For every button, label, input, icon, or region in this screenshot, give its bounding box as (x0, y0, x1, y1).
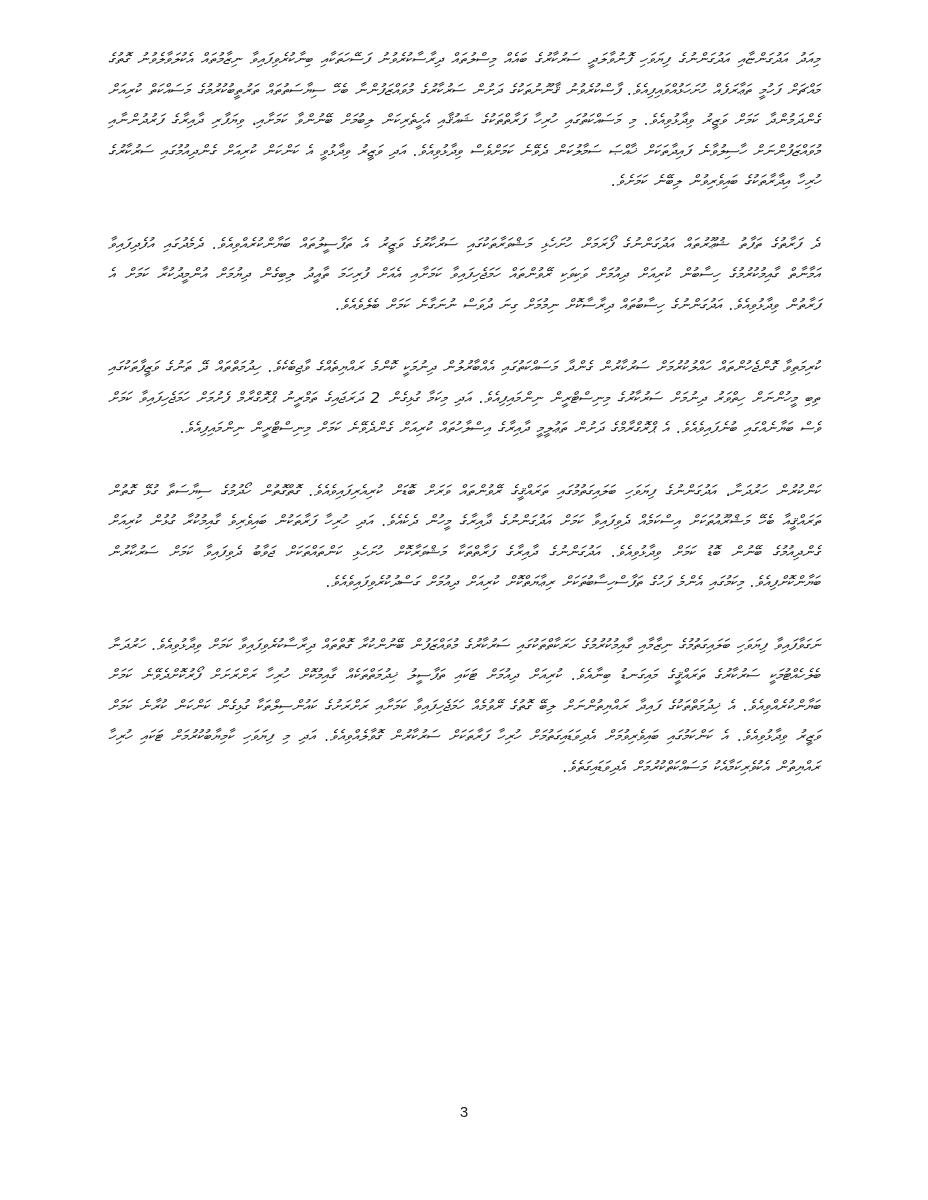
document-body (108, 44, 820, 814)
paragraph-2: ދެ ފަރާތުގެ ތަފާތު ޝުޢޫރުތައް އަދުގަންނުގެ ފޯރަމަށް ހުށަހެޅި މަޝްވަރާތަކުގައި ސަރުކާރުގެ ވަޒީރު އެ ތަފާސީލުތައް ބަޔާންކުރެއްވިއެވެ. ދެމެދުގައި އުފެދިފައިވާ އަމާނާތް ގާއިމުކުރުމުގެ ހިސާބުން ކުރިއަށް ދިއުމަށް ވަކިވަކި ރޭވުންތައް ހަމަޖެހިފައިވާ ކަމަށާއި އެއަށް ފުރިހަމަ ތާއީދު ލިބިގެން ދިޔުމަށް އުންމީދުކުރާ ކަމަށް އެ ފަރާތުން ވިދާޅުވިއެވެ. އަދުގަންނުގެ ހިސާބުތައް ދިރާސާކޮށް ނިމުމަށް ގިނަ ދުވަސް ނުނަގާނެ ކަމަށް ބެލެވެއެވެ. (108, 234, 820, 314)
paragraph-5: ނަގަވާފައިވާ ފިޔަވަހި ބަލައިގަތުމުގެ ނިޒާމާއި ގާއިމުކުރުމުގެ ހަރަކާތްތަކުގައި ސަރުކާރުގެ މުވައްޒަފުން ބޭނުންކުރާ ގޮތްތައް ދިރާސާކުރެވިފައިވާ ކަމަށް ވިދާޅުވިއެވެ. ހަރުދަނާ ބެލެހެއްޓުމަކީ ސަރުކާރުގެ ތަރައްޤީގެ މައިގަނޑު ބިނާއެވެ. ކުރިއަށް ދިއުމަށް ޓަކައި ތަފާސީލު ޚިދުމަތްތަކެއް ގާއިމުކޮށް ހުރިހާ ރަށްރަށަށް ފޯރުކޮށްދެވޭނެ ކަމަށް ބަޔާންކުރެއްވިއެވެ. އެ ޚިދުމަތްތަކުގެ ފައިދާ ރައްޔިތުންނަށް ލިބޭ ގޮތުގެ ރޭވުމެއް ހަމަޖެހިފައިވާ ކަމަށާއި ރަށްރަށުގެ ކައުންސިލްތަކާ ގުޅިގެން ކަންކަން ކުރާނެ ކަމަށް ވަޒީރު ވިދާޅުވިއެވެ. އެ ކަންކަމުގައި ބައިވެރިވުމަށް އެދިވަޑައިގަތުމަށް ހުރިހާ ފަރާތަކަށް ސަރުކާރުން ގޮވާލެއްވިއެވެ. އަދި މި ފިޔަވަހި ކާމިޔާބުކުރުމަށް ޓަކައި ހުރިހާ ރައްޔިތުން އެކުވެރިކަމާއެކު މަސައްކަތްކުރުމަށް އެދިވަޑައިގަތެވެ. (108, 635, 820, 776)
paragraph-3: ކުރިމަތިވާ ގޮންޖެހުންތައް ހައްލުކުރުމަށް ސަރުކާރުން ގެންދާ މަސައްކަތުގައި އެއްބާރުލުން ދިނުމަކީ ކޮންމެ ރައްޔިތެއްގެ ވާޖިބެކެވެ. ހިދުމަތްތައް ދޭ ތަނުގެ ވަޒީފާތަކުގައި ތިބި މީހުންނަށް ހިތްވަރު ދިނުމަށް ސަރުކާރުގެ މިނިސްޓްރީން ނިންމައިފިއެވެ. އަދި މިކަމާ ގުޅިގެން 2 ދަރަޖައިގެ ތަމްރީނު ޕްރޮގްރާމް ފެށުމަށް ހަމަޖެހިފައިވާ ކަމަށް ވެސް ބަޔާނެއްގައި ބުނެފައިވެއެވެ. އެ ޕްރޮގްރާމްގެ ދަށުން ތަޢުލީމީ ދާއިރާގެ އިސްލާހުތައް ކުރިއަށް ގެންދެވޭނެ ކަމަށް މިނިސްޓްރީން ނިންމައިފިއެވެ. (108, 358, 820, 437)
page-number: 3 (459, 1104, 469, 1121)
paragraph-1: މިއަދު އަދުގަންޏާއި އަދުގަންނުގެ ފިޔަވަހި ފޮނުވާލަދީ ސަރުކާރުގެ ބައެއް މިސްލުތައް ދިރާސާކުރެވުނު ފަސޭހަތަކާއި ބިނާކުރެވިފައިވާ ނިޒާމުތައް އެކުލަވާލެވުނު ގޮތުގެ މައްޗަށް ފަހުމީ ތަޢާރަފެއް ހުށަހަޅުއްވައިފިއެވެ. ފާސްކުރެވުނު ޤާނޫނުތަކުގެ ދަށުން ސަރުކާރުގެ މުވައްޒަފުންނާ ބެހޭ ސިޔާސަތުތައް ތަރުތީބުކުރުމުގެ މަސައްކަތް ކުރިއަށް ގެންދަމުންދާ ކަމަށް ވަޒީރު ވިދާޅުވިއެވެ. މި މަސައްކަތުގައި ހުރިހާ ފަރާތްތަކުގެ ޝައުޤާއި އެހީތެރިކަން ލިބުމަށް ބޭނުންވާ ކަމަށާއި، ވިޔަފާރި ދާއިރާގެ ފަރުދުންނާއި މުވައްޒަފުންނަށް ހާސިލުވާނެ ފައިދާތަކަށް ޚާއްޞަ ސަމާލުކަން ދެވޭނެ ކަމަށްވެސް ވިދާޅުވިއެވެ. އަދި ވަޒީރު ވިދާޅުވީ އެ ކަންކަން ކުރިއަށް ގެންދިއުމުގައި ސަރުކާރުގެ ހުރިހާ އިދާރާތަކުގެ ބައިވެރިވުން ލިބޭނެ ކަމަށެވެ. (108, 50, 820, 190)
paragraph-4: ކަންކުރުން ހަރުދަނާ، އަދުގަންނުގެ ފިޔަވަހި ބަލައިގަތުމުގައި ތަރައްޤީގެ ރޭވުންތައް ވަރަށް ބޮޑަށް ކުރިއެރިފައިވެއެވެ. ގޮތްގޮތުން ހޯދުމުގެ ސިޔާސަތާ ގުޅޭ ގޮތުން ތަރައްޤީއާ ބެހޭ މަޝްރޫއުތަކަށް އިސްކަމެއް ދެވިފައިވާ ކަމަށް އަދުގަންނުގެ ދާއިރާގެ މީހުން ދެކެއެވެ. އަދި ހުރިހާ ފަރާތަކުން ބައިވެރިވެ ގާއިމުކުރާ ގުޅުން ކުރިއަށް ގެންދިއުމުގެ ބޭނުން ބޮޑު ކަމަށް ވިދާޅުވިއެވެ. އަދުގަންނުގެ ދާއިރާގެ ފަރާތްތަކާ މަޝްވަރާކޮށް ހުށަހެޅި ކަންތައްތަކަށް ޖަވާބު ދެވިފައިވާ ކަމަށް ސަރުކާރުން ބަޔާންކޮށްފިއެވެ. މިކަމުގައި އެންމެ ފަހުގެ ތަފާސްހިސާބުތަކަށް ރިޢާޔަތްކޮށް ކުރިއަށް ދިއުމަށް ގަސްދުކުރެވިފައިވެއެވެ. (108, 481, 820, 591)
